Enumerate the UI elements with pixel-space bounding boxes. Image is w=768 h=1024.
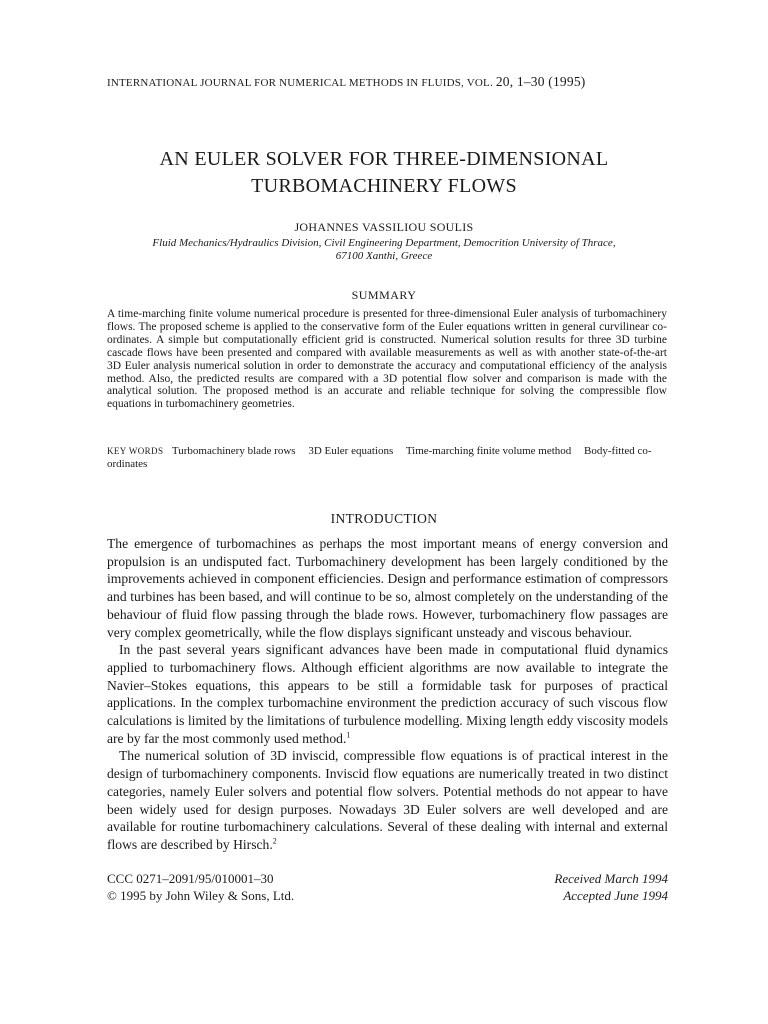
keyword-item: 3D Euler equations xyxy=(308,445,394,457)
ccc-code: CCC 0271–2091/95/010001–30 xyxy=(107,871,274,886)
reference-marker: 1 xyxy=(346,730,351,740)
affiliation-line-1: Fluid Mechanics/Hydraulics Division, Civil Engineering Department, Democrition University of Thrace, xyxy=(152,237,616,249)
reference-marker: 2 xyxy=(272,836,277,846)
received-date: Received March 1994 xyxy=(554,871,668,886)
keyword-item: Time-marching finite volume method xyxy=(405,445,572,457)
keywords xyxy=(107,445,667,471)
paper-title xyxy=(0,146,768,200)
summary-heading: SUMMARY xyxy=(351,288,417,302)
paper-title-line-2: TURBOMACHINERY FLOWS xyxy=(251,175,517,197)
keyword-item: Turbomachinery blade rows xyxy=(171,445,296,457)
introduction-body xyxy=(107,535,668,854)
journal-volume-pages: 20, 1–30 (1995) xyxy=(495,74,586,89)
affiliation-line-2: 67100 Xanthi, Greece xyxy=(335,250,433,262)
intro-paragraph-2-text: In the past several years significant advances have been made in computational fluid dynamics applied to turbomachinery flows. Although efficient algorithms are now available to integrate the Navier–Stokes equations, this appears to be still a formidable task for purposes of practical applications. In the complex turbomachine environment the prediction accuracy of such viscous flow calculations is limited by the limitations of turbulence modelling. Mixing length eddy viscosity models are by far the most commonly used method. xyxy=(107,642,668,746)
introduction-heading: INTRODUCTION xyxy=(330,511,438,526)
intro-paragraph-3-text: The numerical solution of 3D inviscid, compressible flow equations is of practical interest in the design of turbomachinery components. Inviscid flow equations are numerically treated in two distinct categories, namely Euler solvers and potential flow solvers. Potential methods do not appear to have been widely used for design purposes. Nowadays 3D Euler solvers are well developed and are available for routine turbomachinery calculations. Several of these dealing with internal and external flows are described by Hirsch. xyxy=(107,748,668,852)
accepted-date: Accepted June 1994 xyxy=(563,888,668,903)
summary-text: A time-marching finite volume numerical procedure is presented for three-dimensional Euler analysis of turbomachinery flows. The proposed scheme is applied to the conservative form of the Euler equations written in general curvilinear co-ordinates. A simple but computationally efficient grid is constructed. Numerical solution results for three 3D turbine cascade flows have been presented and compared with available measurements as well as with another state-of-the-art 3D Euler analysis numerical solution in order to demonstrate the accuracy and computational efficiency of the analysis method. Also, the predicted results are compared with a 3D potential flow solver and comparison is made with the analytical solution. The proposed method is an accurate and reliable technique for solving the compressible flow equations in turbomachinery geometries. xyxy=(107,308,667,411)
journal-header xyxy=(107,74,667,90)
paper-title-line-1: AN EULER SOLVER FOR THREE-DIMENSIONAL xyxy=(159,148,609,170)
journal-name: INTERNATIONAL JOURNAL FOR NUMERICAL METHODS IN FLUIDS, VOL. xyxy=(107,77,493,89)
author-affiliation xyxy=(80,237,688,263)
keyword-item: Body-fitted co-ordinates xyxy=(107,445,652,470)
copyright-notice: © 1995 by John Wiley & Sons, Ltd. xyxy=(107,888,295,903)
intro-paragraph-3 xyxy=(107,747,668,853)
footer-dates xyxy=(468,870,668,904)
author-name: JOHANNES VASSILIOU SOULIS xyxy=(294,220,474,234)
keywords-label: KEY WORDS xyxy=(107,446,164,456)
intro-paragraph-2 xyxy=(107,641,668,747)
intro-paragraph-1: The emergence of turbomachines as perhaps the most important means of energy conversion and propulsion is an undisputed fact. Turbomachinery development has been largely conditioned by the improvements achieved in component efficiencies. Design and performance estimation of compressors and turbines has been based, and will continue to be so, almost completely on the understanding of the behaviour of fluid flow passing through the blade rows. However, turbomachinery flow passages are very complex geometrically, while the flow displays significant unsteady and viscous behaviour. xyxy=(107,536,668,640)
footer-publication-info xyxy=(107,870,407,904)
